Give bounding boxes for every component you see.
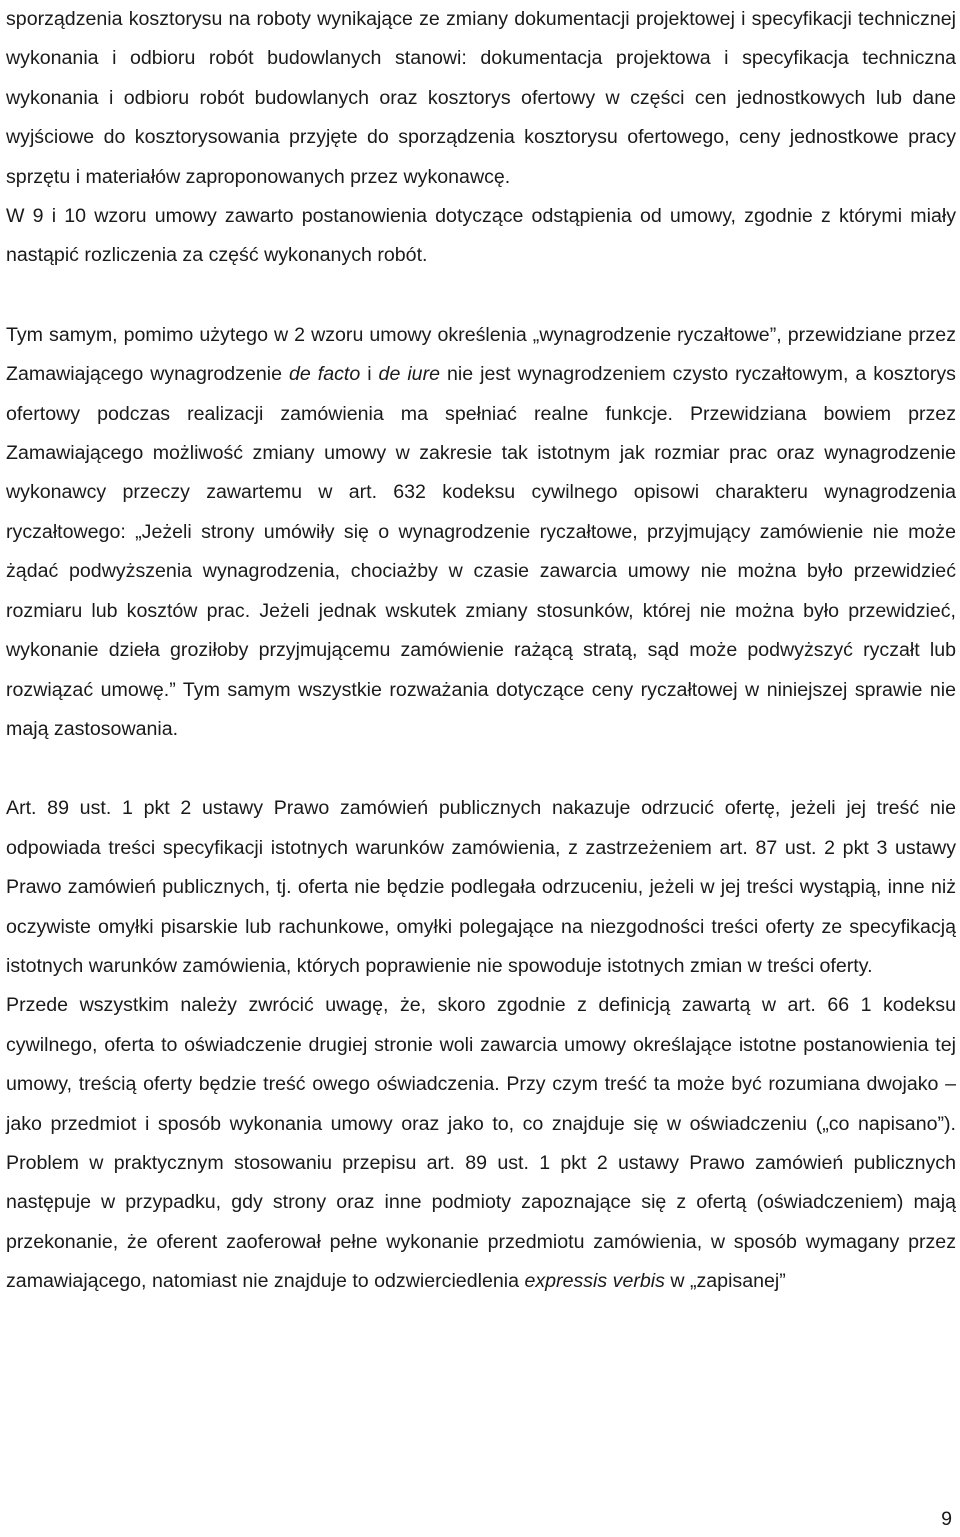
italic-phrase: de facto (288, 363, 361, 386)
text-run: W 9 i 10 wzoru umowy zawarto postanowienia dotyczące odstąpienia od umowy, zgodnie z którymi miały nastąpić rozliczenia za część wykonanych robót. (6, 205, 956, 267)
text-run: Tym samym, pomimo użytego w 2 wzoru umowy określenia „wynagrodzenie ryczałtowe”, przewidziane przez Zamawiającego wynagrodzenie (6, 323, 956, 386)
page-number: 9 (941, 1508, 952, 1530)
italic-phrase: de iure (378, 363, 440, 386)
paragraph-5 (6, 986, 956, 1301)
paragraph-2 (6, 197, 956, 276)
paragraph-3 (6, 316, 956, 749)
paragraph-1 (6, 0, 956, 197)
text-run: Art. 89 ust. 1 pkt 2 ustawy Prawo zamówień publicznych nakazuje odrzucić ofertę, jeżeli jej treść nie odpowiada treści specyfikacji istotnych warunków zamówienia, z zastrzeżeniem art. 87 ust. 2 pkt 3 ustawy Prawo zamówień publicznych, tj. oferta nie będzie podlegała odrzuceniu, jeżeli w jej treści wystąpią, inne niż oczywiste omyłki pisarskie lub rachunkowe, omyłki polegające na niezgodności treści oferty ze specyfikacją istotnych warunków zamówienia, których poprawienie nie spowoduje istotnych zmian w treści oferty. (6, 797, 956, 977)
document-page (6, 0, 956, 1302)
text-run: w „zapisanej” (664, 1270, 786, 1293)
text-run: nie jest wynagrodzeniem czysto ryczałtowym, a kosztorys ofertowy podczas realizacji zamówienia ma spełniać realne funkcje. Przewidziana bowiem przez Zamawiającego możliwość zmiany umowy w zakresie tak istotnym jak rozmiar prac oraz wynagrodzenie wykonawcy przeczy zawartemu w art. 632 kodeksu cywilnego opisowi charakteru wynagrodzenia ryczałtowego: „Jeżeli strony umówiły się o wynagrodzenie ryczałtowe, przyjmujący zamówienie nie może żądać podwyższenia wynagrodzenia, chociażby w czasie zawarcia umowy nie można było przewidzieć rozmiaru lub kosztów prac. Jeżeli jednak wskutek zmiany stosunków, której nie można było przewidzieć, wykonanie dzieła groziłoby przyjmującemu zamówienie rażącą stratą, sąd może podwyższyć ryczałt lub rozwiązać umowę.” Tym samym wszystkie rozważania dotyczące ceny ryczałtowej w niniejszej sprawie nie mają zastosowania. (6, 363, 956, 740)
paragraph-4 (6, 789, 956, 986)
italic-phrase: expressis verbis (524, 1270, 665, 1293)
text-run: Przede wszystkim należy zwrócić uwagę, że, skoro zgodnie z definicją zawartą w art. 66 1 kodeksu cywilnego, oferta to oświadczenie drugiej stronie woli zawarcia umowy określające istotne postanowienia tej umowy, treścią oferty będzie treść owego oświadczenia. Przy czym treść ta może być rozumiana dwojako – jako przedmiot i sposób wykonania umowy oraz jako to, co znajduje się w oświadczeniu („co napisano”). Problem w praktycznym stosowaniu przepisu art. 89 ust. 1 pkt 2 ustawy Prawo zamówień publicznych następuje w przypadku, gdy strony oraz inne podmioty zapoznające się z ofertą (oświadczeniem) mają przekonanie, że oferent zaoferował pełne wykonanie przedmiotu zamówienia, w sposób wymagany przez zamawiającego, natomiast nie znajduje to odzwierciedlenia (6, 994, 956, 1293)
text-run: sporządzenia kosztorysu na roboty wynikające ze zmiany dokumentacji projektowej i specyfikacji technicznej wykonania i odbioru robót budowlanych stanowi: dokumentacja projektowa i specyfikacja techniczna wykonania i odbioru robót budowlanych oraz kosztorys ofertowy w części cen jednostkowych lub dane wyjściowe do kosztorysowania przyjęte do sporządzenia kosztorysu ofertowego, ceny jednostkowe pracy sprzętu i materiałów zaproponowanych przez wykonawcę. (6, 8, 956, 188)
text-run: i (360, 363, 379, 386)
